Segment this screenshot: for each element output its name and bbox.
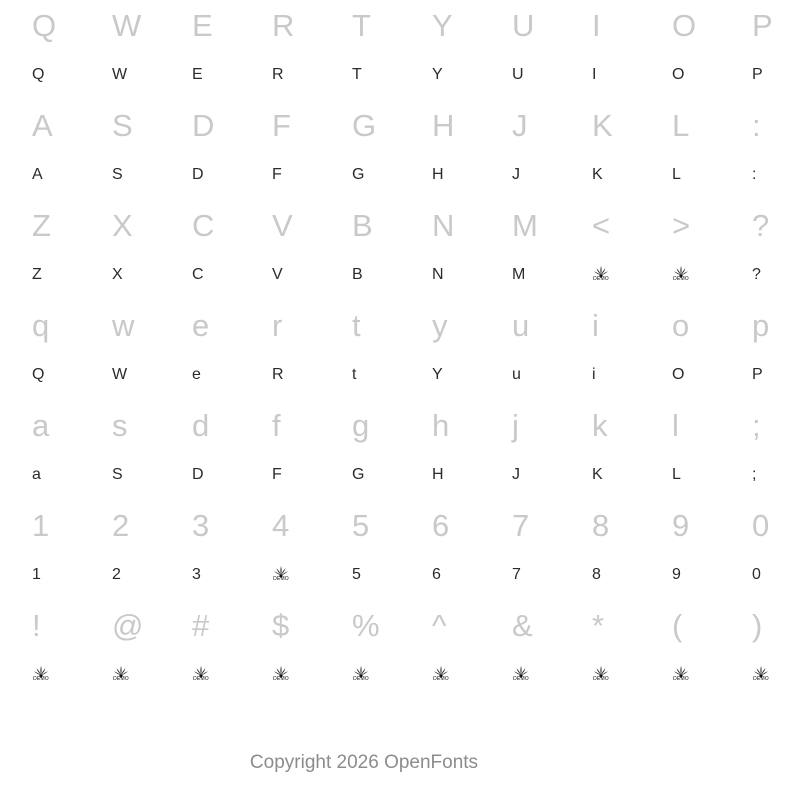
glyph-cell: W (112, 66, 128, 83)
glyph-cell: S (112, 466, 123, 483)
glyph-cell: ) (752, 607, 763, 643)
glyph-cell: G (352, 466, 365, 483)
glyph-cell: W (112, 7, 142, 43)
glyph-cell: D (192, 466, 204, 483)
glyph-cell: D (192, 166, 204, 183)
glyph-cell: R (272, 7, 295, 43)
glyph-cell: l (672, 407, 679, 443)
demo-ornament-icon: DEMO (352, 665, 370, 685)
glyph-cell: F (272, 166, 282, 183)
glyph-cell: H (432, 166, 444, 183)
demo-ornament-icon (560, 650, 640, 700)
glyph-cell: 9 (672, 566, 681, 583)
glyph-cell: 8 (592, 507, 610, 543)
glyph-cell: I (592, 7, 601, 43)
glyph-cell: L (672, 466, 681, 483)
demo-ornament-icon: DEMO (672, 265, 690, 285)
glyph-cell: P (752, 7, 773, 43)
glyph-cell: E (192, 7, 213, 43)
glyph-cell: y (432, 307, 448, 343)
glyph-cell: : (752, 107, 761, 143)
glyph-cell: 8 (592, 566, 601, 583)
glyph-cell: C (192, 266, 204, 283)
glyph-cell: K (592, 107, 613, 143)
glyph-cell: s (112, 407, 128, 443)
glyph-cell: u (512, 366, 521, 383)
glyph-cell: t (352, 366, 357, 383)
glyph-cell: J (512, 466, 520, 483)
glyph-cell: ; (752, 407, 761, 443)
glyph-cell: f (272, 407, 281, 443)
glyph-cell: ? (752, 266, 761, 283)
glyph-cell: W (112, 366, 128, 383)
demo-ornament-icon (80, 650, 160, 700)
glyph-cell: X (112, 266, 123, 283)
glyph-cell: A (32, 107, 53, 143)
demo-ornament-icon: DEMO (512, 665, 530, 685)
glyph-cell: Y (432, 66, 443, 83)
glyph-cell: k (592, 407, 608, 443)
glyph-cell: Q (32, 7, 57, 43)
glyph-cell: F (272, 466, 282, 483)
glyph-cell: d (192, 407, 210, 443)
demo-ornament-icon: DEMO (272, 565, 290, 585)
glyph-cell: P (752, 366, 763, 383)
glyph-cell: 7 (512, 566, 521, 583)
glyph-cell: G (352, 166, 365, 183)
glyph-cell: j (512, 407, 519, 443)
glyph-cell: i (592, 366, 596, 383)
glyph-cell: T (352, 66, 362, 83)
glyph-cell: 1 (32, 507, 50, 543)
glyph-cell: A (32, 166, 43, 183)
glyph-cell: U (512, 7, 535, 43)
glyph-cell: o (672, 307, 690, 343)
glyph-cell: Y (432, 366, 443, 383)
glyph-cell: G (352, 107, 377, 143)
glyph-cell: r (272, 307, 283, 343)
glyph-cell: 5 (352, 507, 370, 543)
glyph-cell: 3 (192, 566, 201, 583)
glyph-cell: Z (32, 207, 51, 243)
glyph-cell: V (272, 266, 283, 283)
glyph-cell: 0 (752, 566, 761, 583)
glyph-cell: * (592, 607, 605, 643)
glyph-cell: Y (432, 7, 453, 43)
glyph-cell: 9 (672, 507, 690, 543)
glyph-cell: H (432, 107, 455, 143)
glyph-cell: V (272, 207, 293, 243)
glyph-cell: a (32, 466, 41, 483)
glyph-cell: X (112, 207, 133, 243)
glyph-cell: O (672, 66, 685, 83)
glyph-cell: O (672, 366, 685, 383)
glyph-cell: @ (112, 607, 144, 643)
glyph-cell: ; (752, 466, 757, 483)
copyright-notice: Copyright 2026 OpenFonts (249, 752, 479, 773)
demo-ornament-icon: DEMO (752, 665, 770, 685)
glyph-cell: q (32, 307, 50, 343)
demo-ornament-icon (560, 250, 640, 300)
glyph-cell: P (752, 66, 763, 83)
glyph-cell: p (752, 307, 770, 343)
glyph-cell: $ (272, 607, 290, 643)
demo-ornament-icon (400, 650, 480, 700)
demo-ornament-icon (720, 650, 800, 700)
glyph-cell: h (432, 407, 450, 443)
glyph-cell: L (672, 166, 681, 183)
glyph-cell: : (752, 166, 757, 183)
glyph-cell: a (32, 407, 50, 443)
glyph-cell: B (352, 207, 373, 243)
glyph-cell: ? (752, 207, 770, 243)
glyph-cell: I (592, 66, 597, 83)
glyph-cell: 3 (192, 507, 210, 543)
demo-ornament-icon: DEMO (672, 665, 690, 685)
glyph-cell: e (192, 366, 201, 383)
glyph-cell: t (352, 307, 361, 343)
demo-ornament-icon (640, 250, 720, 300)
demo-ornament-icon: DEMO (272, 665, 290, 685)
glyph-cell: w (112, 307, 135, 343)
demo-ornament-icon: DEMO (192, 665, 210, 685)
glyph-cell: N (432, 266, 444, 283)
glyph-cell: D (192, 107, 215, 143)
glyph-cell: B (352, 266, 363, 283)
glyph-cell: R (272, 66, 284, 83)
glyph-cell: < (592, 207, 611, 243)
glyph-cell: E (192, 66, 203, 83)
demo-ornament-icon: DEMO (592, 265, 610, 285)
glyph-cell: e (192, 307, 210, 343)
demo-ornament-icon: DEMO (592, 665, 610, 685)
demo-ornament-icon: DEMO (32, 665, 50, 685)
glyph-cell: 5 (352, 566, 361, 583)
glyph-cell: M (512, 266, 526, 283)
glyph-cell: J (512, 107, 528, 143)
glyph-cell: J (512, 166, 520, 183)
glyph-cell: g (352, 407, 370, 443)
demo-ornament-icon (0, 650, 80, 700)
glyph-cell: K (592, 466, 603, 483)
glyph-cell: & (512, 607, 533, 643)
glyph-cell: ! (32, 607, 41, 643)
glyph-cell: 0 (752, 507, 770, 543)
glyph-cell: > (672, 207, 691, 243)
glyph-cell: M (512, 207, 538, 243)
glyph-cell: C (192, 207, 215, 243)
glyph-cell: 1 (32, 566, 41, 583)
glyph-cell: Q (32, 66, 45, 83)
demo-ornament-icon (240, 550, 320, 600)
glyph-cell: N (432, 207, 455, 243)
demo-ornament-icon: DEMO (432, 665, 450, 685)
glyph-cell: 2 (112, 507, 130, 543)
glyph-cell: U (512, 66, 524, 83)
glyph-cell: # (192, 607, 210, 643)
demo-ornament-icon (640, 650, 720, 700)
glyph-cell: 6 (432, 507, 450, 543)
glyph-cell: H (432, 466, 444, 483)
glyph-cell: S (112, 107, 133, 143)
glyph-cell: 4 (272, 507, 290, 543)
glyph-cell: ( (672, 607, 683, 643)
glyph-cell: R (272, 366, 284, 383)
glyph-cell: L (672, 107, 690, 143)
demo-ornament-icon (480, 650, 560, 700)
glyph-cell: 2 (112, 566, 121, 583)
demo-ornament-icon (240, 650, 320, 700)
glyph-cell: F (272, 107, 291, 143)
glyph-cell: u (512, 307, 530, 343)
demo-ornament-icon (320, 650, 400, 700)
glyph-cell: T (352, 7, 371, 43)
glyph-cell: Q (32, 366, 45, 383)
glyph-cell: Z (32, 266, 42, 283)
demo-ornament-icon: DEMO (112, 665, 130, 685)
glyph-cell: ^ (432, 607, 447, 643)
glyph-cell: 7 (512, 507, 530, 543)
glyph-cell: % (352, 607, 380, 643)
demo-ornament-icon (160, 650, 240, 700)
glyph-cell: O (672, 7, 697, 43)
glyph-cell: i (592, 307, 599, 343)
glyph-cell: K (592, 166, 603, 183)
glyph-cell: S (112, 166, 123, 183)
glyph-cell: 6 (432, 566, 441, 583)
